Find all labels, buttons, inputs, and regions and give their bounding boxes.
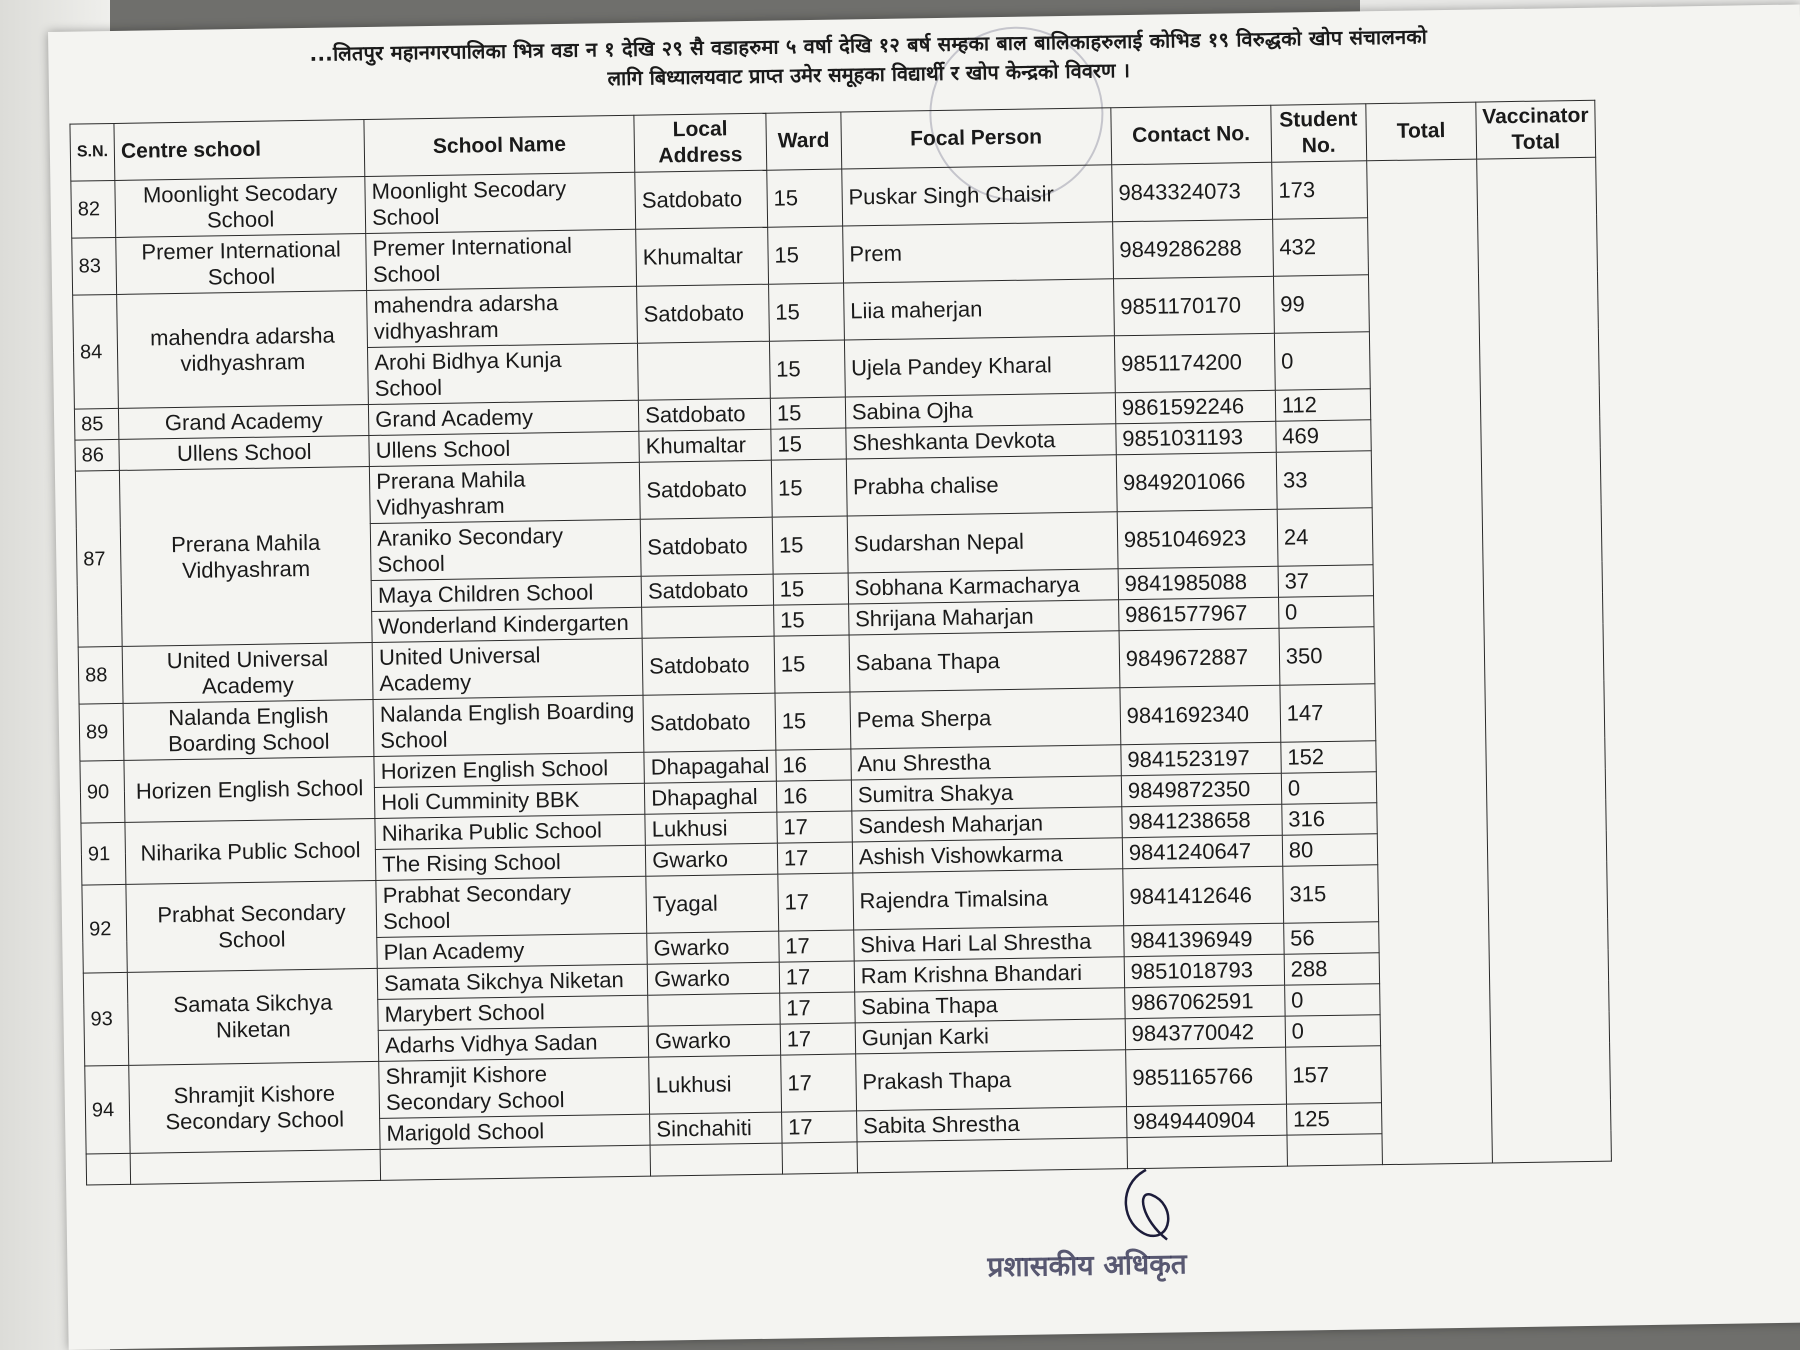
contact-cell: 9851031193 [1116, 421, 1276, 455]
student-count-cell: 37 [1278, 565, 1373, 597]
school-name-cell: Marigold School [380, 1114, 650, 1149]
ward-cell: 16 [776, 780, 851, 812]
contact-cell: 9851018793 [1124, 954, 1284, 988]
student-count-cell: 173 [1271, 161, 1367, 219]
school-name-cell: Grand Academy [369, 400, 639, 435]
school-name-cell: Horizen English School [374, 752, 644, 787]
school-name-cell: Prerana Mahila Vidhyashram [369, 462, 640, 523]
focal-person-cell: Sudarshan Nepal [847, 512, 1118, 573]
ward-cell: 15 [775, 692, 851, 750]
focal-person-cell: Prakash Thapa [855, 1050, 1126, 1111]
contact-cell: 9841985088 [1118, 566, 1278, 600]
ward-cell: 15 [769, 340, 845, 398]
ward-cell: 15 [773, 604, 848, 636]
empty-cell [1287, 1134, 1382, 1166]
address-cell: Gwarko [645, 843, 777, 876]
ward-cell: 17 [778, 873, 854, 931]
contact-cell: 9861592246 [1115, 390, 1275, 424]
student-count-cell: 56 [1283, 922, 1378, 954]
centre-school-cell: Horizen English School [124, 756, 375, 822]
col-contact-header: Contact No. [1111, 105, 1272, 165]
focal-person-cell: Anu Shrestha [851, 745, 1121, 780]
focal-person-cell: Sabita Shrestha [856, 1107, 1126, 1142]
centre-school-cell: Moonlight Secodary School [115, 177, 366, 238]
focal-person-cell: Liia maherjan [843, 279, 1114, 340]
address-cell: Khumaltar [636, 227, 769, 286]
focal-person-cell: Puskar Singh Chaisir [842, 165, 1113, 226]
empty-cell [130, 1149, 380, 1184]
address-cell: Satdobato [643, 693, 776, 752]
focal-person-cell: Sabana Thapa [849, 631, 1120, 692]
focal-person-cell: Ram Krishna Bhandari [854, 957, 1124, 992]
centre-school-cell: Grand Academy [119, 405, 369, 440]
school-name-cell: Premer International School [366, 229, 637, 290]
contact-cell: 9849201066 [1116, 452, 1277, 512]
col-ward-header: Ward [766, 112, 842, 170]
address-cell: Khumaltar [639, 429, 771, 462]
student-count-cell: 125 [1286, 1103, 1381, 1135]
serial-number-cell: 92 [82, 884, 128, 973]
address-cell: Lukhusi [645, 812, 777, 845]
document-sheet [48, 4, 1800, 1349]
centre-school-cell: United Universal Academy [122, 642, 373, 703]
school-name-cell: Holi Cumminity BBK [375, 783, 645, 818]
school-name-cell: The Rising School [376, 845, 646, 880]
address-cell: Satdobato [638, 398, 770, 431]
centre-school-cell: Nalanda English Boarding School [123, 699, 374, 760]
ward-cell: 15 [771, 459, 847, 517]
address-cell: Lukhusi [649, 1055, 782, 1114]
header-line-1: ...लितपुर महानगरपालिका भित्र वडा न १ देखि २९ सै वडाहरुमा ५ वर्षा देखि १२ बर्ष सम्हका बाल बालिकाहरुलाई कोभिड १९ विरुद्धको खोप संचालनको [309, 24, 1428, 66]
contact-cell: 9851165766 [1125, 1047, 1286, 1107]
ward-cell: 16 [776, 749, 851, 781]
ward-cell: 17 [777, 811, 852, 843]
ward-cell: 15 [768, 283, 844, 341]
centre-school-cell: Prerana Mahila Vidhyashram [120, 467, 373, 647]
focal-person-cell: Shrijana Maharjan [848, 600, 1118, 635]
table-body [71, 157, 1612, 1185]
ward-cell: 15 [767, 169, 843, 227]
ward-cell: 15 [767, 226, 843, 284]
student-count-cell: 112 [1275, 389, 1370, 421]
centre-school-cell: mahendra adarsha vidhyashram [117, 291, 369, 409]
student-count-cell: 99 [1273, 275, 1369, 333]
student-count-cell: 0 [1285, 1015, 1380, 1047]
address-cell: Gwarko [647, 931, 779, 964]
serial-number-cell: 93 [83, 972, 129, 1066]
contact-cell: 9861577967 [1118, 597, 1278, 631]
empty-cell [857, 1138, 1127, 1173]
col-student-header: Student No. [1271, 104, 1367, 162]
focal-person-cell: Sheshkanta Devkota [846, 424, 1116, 459]
student-count-cell: 147 [1280, 684, 1376, 742]
address-cell: Gwarko [648, 1024, 780, 1057]
centre-school-cell: Samata Sikchya Niketan [127, 968, 378, 1065]
ward-cell: 17 [780, 1023, 855, 1055]
school-name-cell: Nalanda English Boarding School [373, 695, 644, 756]
document-header [88, 19, 1649, 99]
centre-school-cell: Shramjit Kishore Secondary School [129, 1061, 380, 1153]
address-cell: Sinchahiti [650, 1112, 782, 1145]
school-name-cell: Shramjit Kishore Secondary School [379, 1057, 650, 1118]
focal-person-cell: Sandesh Maharjan [852, 807, 1122, 842]
contact-cell: 9841412646 [1123, 866, 1284, 926]
school-name-cell: Prabhat Secondary School [376, 876, 647, 937]
school-name-cell: Plan Academy [377, 933, 647, 968]
centre-school-cell: Prabhat Secondary School [126, 880, 377, 972]
contact-cell: 9843324073 [1112, 162, 1273, 222]
school-name-cell: United Universal Academy [372, 638, 643, 699]
empty-cell [650, 1143, 782, 1176]
serial-number-cell: 82 [71, 180, 116, 238]
centre-school-cell: Premer International School [116, 234, 367, 295]
ward-cell: 17 [780, 1054, 856, 1112]
col-sn-header: S.N. [70, 123, 115, 181]
school-name-cell: Wonderland Kindergarten [372, 607, 642, 642]
address-cell: Gwarko [647, 962, 779, 995]
serial-number-cell: 90 [80, 760, 125, 823]
address-cell: Tyagal [646, 874, 779, 933]
student-count-cell: 315 [1283, 865, 1379, 923]
address-cell [638, 341, 771, 400]
contact-cell: 9841238658 [1122, 804, 1282, 838]
focal-person-cell: Rajendra Timalsina [853, 869, 1124, 930]
serial-number-cell: 87 [75, 470, 122, 647]
ward-cell: 17 [779, 930, 854, 962]
student-count-cell: 33 [1276, 451, 1372, 509]
focal-person-cell: Sabina Thapa [854, 988, 1124, 1023]
school-name-cell: Arohi Bidhya Kunja School [368, 343, 639, 404]
address-cell: Satdobato [635, 170, 768, 229]
address-cell: Satdobato [642, 636, 775, 695]
school-name-cell: Maya Children School [371, 576, 641, 611]
header-line-2: लागि बिध्यालयवाट प्राप्त उमेर समूहका विद्यार्थी र खोप केन्द्रको विवरण । [607, 58, 1131, 91]
school-name-cell: Adarhs Vidhya Sadan [378, 1026, 648, 1061]
school-name-cell: Ullens School [369, 431, 639, 466]
school-name-cell: mahendra adarsha vidhyashram [367, 286, 638, 347]
ward-cell: 17 [779, 961, 854, 993]
address-cell: Satdobato [641, 574, 773, 607]
contact-cell: 9841396949 [1123, 923, 1283, 957]
student-count-cell: 0 [1281, 772, 1376, 804]
serial-number-cell: 94 [85, 1065, 131, 1154]
col-focal-header: Focal Person [841, 108, 1112, 169]
ward-cell: 15 [773, 573, 848, 605]
focal-person-cell: Sumitra Shakya [851, 776, 1121, 811]
address-cell [648, 993, 780, 1026]
focal-person-cell: Sabina Ojha [845, 393, 1115, 428]
address-cell: Satdobato [637, 284, 770, 343]
school-name-cell: Marybert School [378, 995, 648, 1030]
serial-number-cell: 85 [74, 408, 119, 440]
vaccinator-total-column-cell [1476, 157, 1611, 1163]
contact-cell: 9841692340 [1120, 685, 1281, 745]
serial-number-cell: 84 [73, 294, 119, 409]
contact-cell: 9851174200 [1114, 333, 1275, 393]
centre-school-cell: Ullens School [119, 436, 369, 471]
ward-cell: 15 [770, 397, 845, 429]
student-count-cell: 80 [1282, 834, 1377, 866]
serial-number-cell: 86 [75, 439, 120, 471]
student-count-cell: 157 [1285, 1046, 1381, 1104]
student-count-cell: 0 [1284, 984, 1379, 1016]
empty-cell [86, 1153, 131, 1185]
focal-person-cell: Gunjan Karki [855, 1019, 1125, 1054]
handwritten-signature [1106, 1164, 1187, 1245]
school-name-cell: Samata Sikchya Niketan [377, 964, 647, 999]
focal-person-cell: Ashish Vishowkarma [852, 838, 1122, 873]
ward-cell: 15 [774, 635, 850, 693]
focal-person-cell: Sobhana Karmacharya [848, 569, 1118, 604]
address-cell: Dhapagahal [644, 750, 776, 783]
focal-person-cell: Prem [842, 222, 1113, 283]
school-register-table [69, 100, 1612, 1186]
focal-person-cell: Shiva Hari Lal Shrestha [854, 926, 1124, 961]
school-name-cell: Araniko Secondary School [370, 519, 641, 580]
focal-person-cell: Prabha chalise [846, 455, 1117, 516]
student-count-cell: 350 [1279, 627, 1375, 685]
serial-number-cell: 89 [79, 703, 124, 761]
contact-cell: 9841240647 [1122, 835, 1282, 869]
contact-cell: 9849440904 [1126, 1104, 1286, 1138]
address-cell [642, 605, 774, 638]
serial-number-cell: 88 [78, 646, 123, 704]
address-cell: Dhapaghal [644, 781, 776, 814]
contact-cell: 9851046923 [1117, 509, 1278, 569]
contact-cell: 9849872350 [1121, 773, 1281, 807]
contact-cell: 9849672887 [1119, 628, 1280, 688]
contact-cell: 9867062591 [1124, 985, 1284, 1019]
student-count-cell: 469 [1276, 420, 1371, 452]
contact-cell: 9849286288 [1112, 219, 1273, 279]
ward-cell: 15 [772, 516, 848, 574]
empty-cell [782, 1142, 857, 1174]
student-count-cell: 0 [1278, 596, 1373, 628]
centre-school-cell: Niharika Public School [125, 818, 376, 884]
ward-cell: 15 [771, 428, 846, 460]
ward-cell: 17 [779, 992, 854, 1024]
contact-cell: 9841523197 [1121, 742, 1281, 776]
address-cell: Satdobato [640, 517, 773, 576]
empty-cell [1127, 1135, 1287, 1169]
student-count-cell: 0 [1274, 332, 1370, 390]
contact-cell: 9843770042 [1125, 1016, 1285, 1050]
focal-person-cell: Ujela Pandey Kharal [844, 336, 1115, 397]
student-count-cell: 24 [1277, 508, 1373, 566]
address-cell: Satdobato [639, 460, 772, 519]
student-count-cell: 288 [1284, 953, 1379, 985]
col-address-header: Local Address [634, 113, 767, 172]
ward-cell: 17 [777, 842, 852, 874]
col-centre-header: Centre school [114, 120, 365, 181]
student-count-cell: 316 [1282, 803, 1377, 835]
school-name-cell: Niharika Public School [375, 814, 645, 849]
contact-cell: 9851170170 [1113, 276, 1274, 336]
empty-cell [380, 1145, 650, 1180]
student-count-cell: 152 [1281, 741, 1376, 773]
focal-person-cell: Pema Sherpa [850, 688, 1121, 749]
col-vaccinator-header: Vaccinator Total [1476, 100, 1596, 159]
col-total-header: Total [1366, 102, 1477, 161]
office-stamp-text: प्रशासकीय अधिकृत [987, 1247, 1187, 1284]
serial-number-cell: 83 [72, 237, 117, 295]
serial-number-cell: 91 [81, 822, 126, 885]
student-count-cell: 432 [1272, 218, 1368, 276]
total-column-cell [1366, 159, 1492, 1165]
school-name-cell: Moonlight Secodary School [365, 172, 636, 233]
ward-cell: 17 [781, 1111, 856, 1143]
col-school-header: School Name [364, 115, 635, 176]
